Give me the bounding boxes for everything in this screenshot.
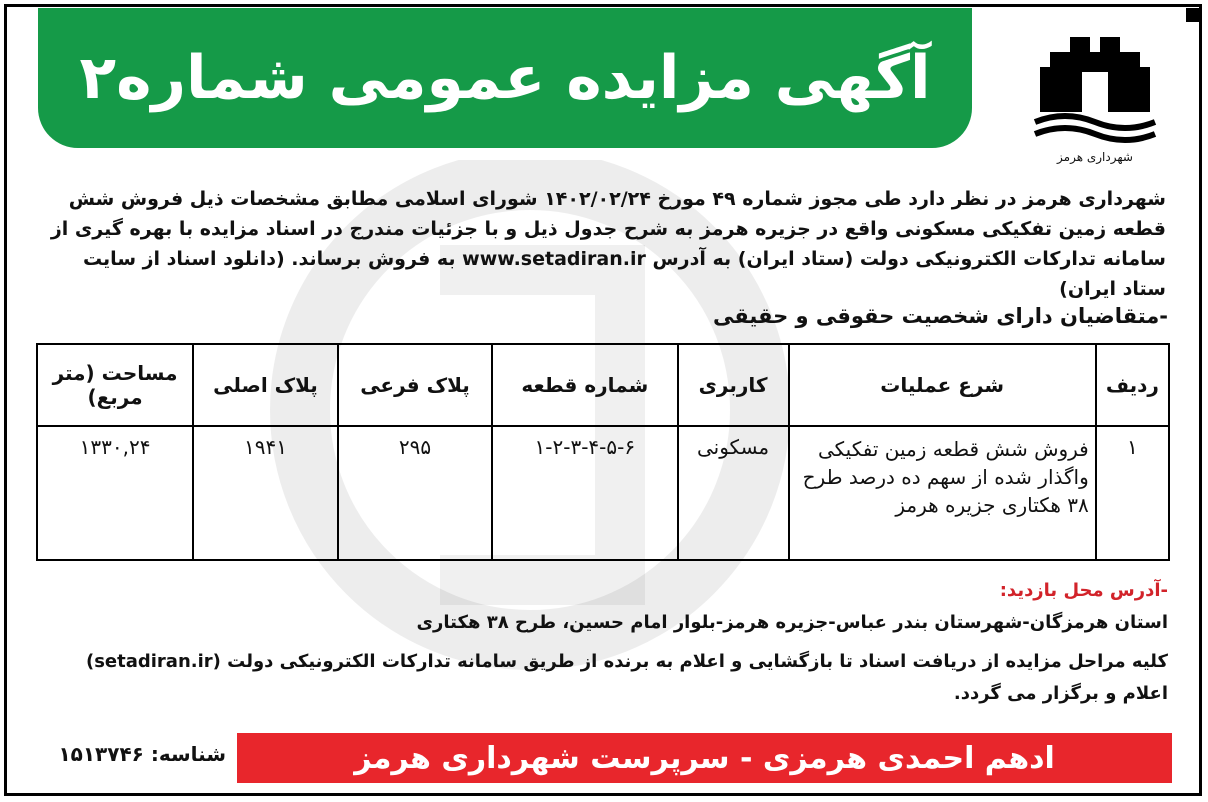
header-banner (38, 8, 972, 148)
cell-parcel: ۱-۲-۳-۴-۵-۶ (492, 426, 677, 560)
intro-paragraph: شهرداری هرمز در نظر دارد طی مجوز شماره ۴۹ مورخ ۱۴۰۲/۰۲/۲۴ شورای اسلامی مطابق مشخصات ذیل فروش شش قطعه زمین تفکیکی مسکونی واقع در جزیره هرمز به شرح جدول ذیل و با جزئیات مندرج در اسناد مزایده با بهره گیری از سامانه تدارکات الکترونیکی دولت (ستاد ایران) به آدرس www.setadiran.ir به فروش برساند. (دانلود اسناد از سایت ستاد ایران) (50, 188, 1166, 300)
cell-sub-plate: ۲۹۵ (338, 426, 492, 560)
table-row (37, 426, 1169, 560)
table-header-row (37, 344, 1169, 426)
visit-address-text: استان هرمزگان-شهرستان بندر عباس-جزیره هرمز-بلوار امام حسین، طرح ۳۸ هکتاری (416, 612, 1168, 633)
visit-address-label: -آدرس محل بازدید: (999, 580, 1168, 601)
cell-area: ۱۳۳۰,۲۴ (37, 426, 193, 560)
header-row-number: ردیف (1096, 344, 1169, 426)
cell-usage: مسکونی (678, 426, 789, 560)
ad-code: شناسه: ۱۵۱۳۷۴۶ (58, 742, 226, 766)
header-area: مساحت (متر مربع) (37, 344, 193, 426)
logo-caption: شهرداری هرمز (1057, 150, 1133, 164)
header-sub-plate: پلاک فرعی (338, 344, 492, 426)
header-usage: کاربری (678, 344, 789, 426)
auction-table (36, 343, 1170, 561)
signer-name: ادهم احمدی هرمزی - سرپرست شهرداری هرمز (354, 740, 1055, 776)
cell-main-plate: ۱۹۴۱ (193, 426, 338, 560)
header-description: شرع عملیات (789, 344, 1096, 426)
audience-line: -متقاضیان دارای شخصیت حقوقی و حقیقی (713, 304, 1168, 328)
footer-banner (237, 733, 1172, 783)
header-main-plate: پلاک اصلی (193, 344, 338, 426)
notice-paragraph: کلیه مراحل مزایده از دریافت اسناد تا بازگشایی و اعلام به برنده از طریق سامانه تدارکات الکترونیکی دولت (setadiran.ir) اعلام و برگزار می گردد. (85, 651, 1168, 704)
cell-row-number: ۱ (1096, 426, 1169, 560)
header-parcel: شماره قطعه (492, 344, 677, 426)
page-title: آگهی مزایده عمومی شماره۲ (79, 43, 931, 113)
corner-mark (1186, 8, 1200, 22)
cell-description: فروش شش قطعه زمین تفکیکی واگذار شده از سهم ده درصد طرح ۳۸ هکتاری جزیره هرمز (789, 426, 1096, 560)
